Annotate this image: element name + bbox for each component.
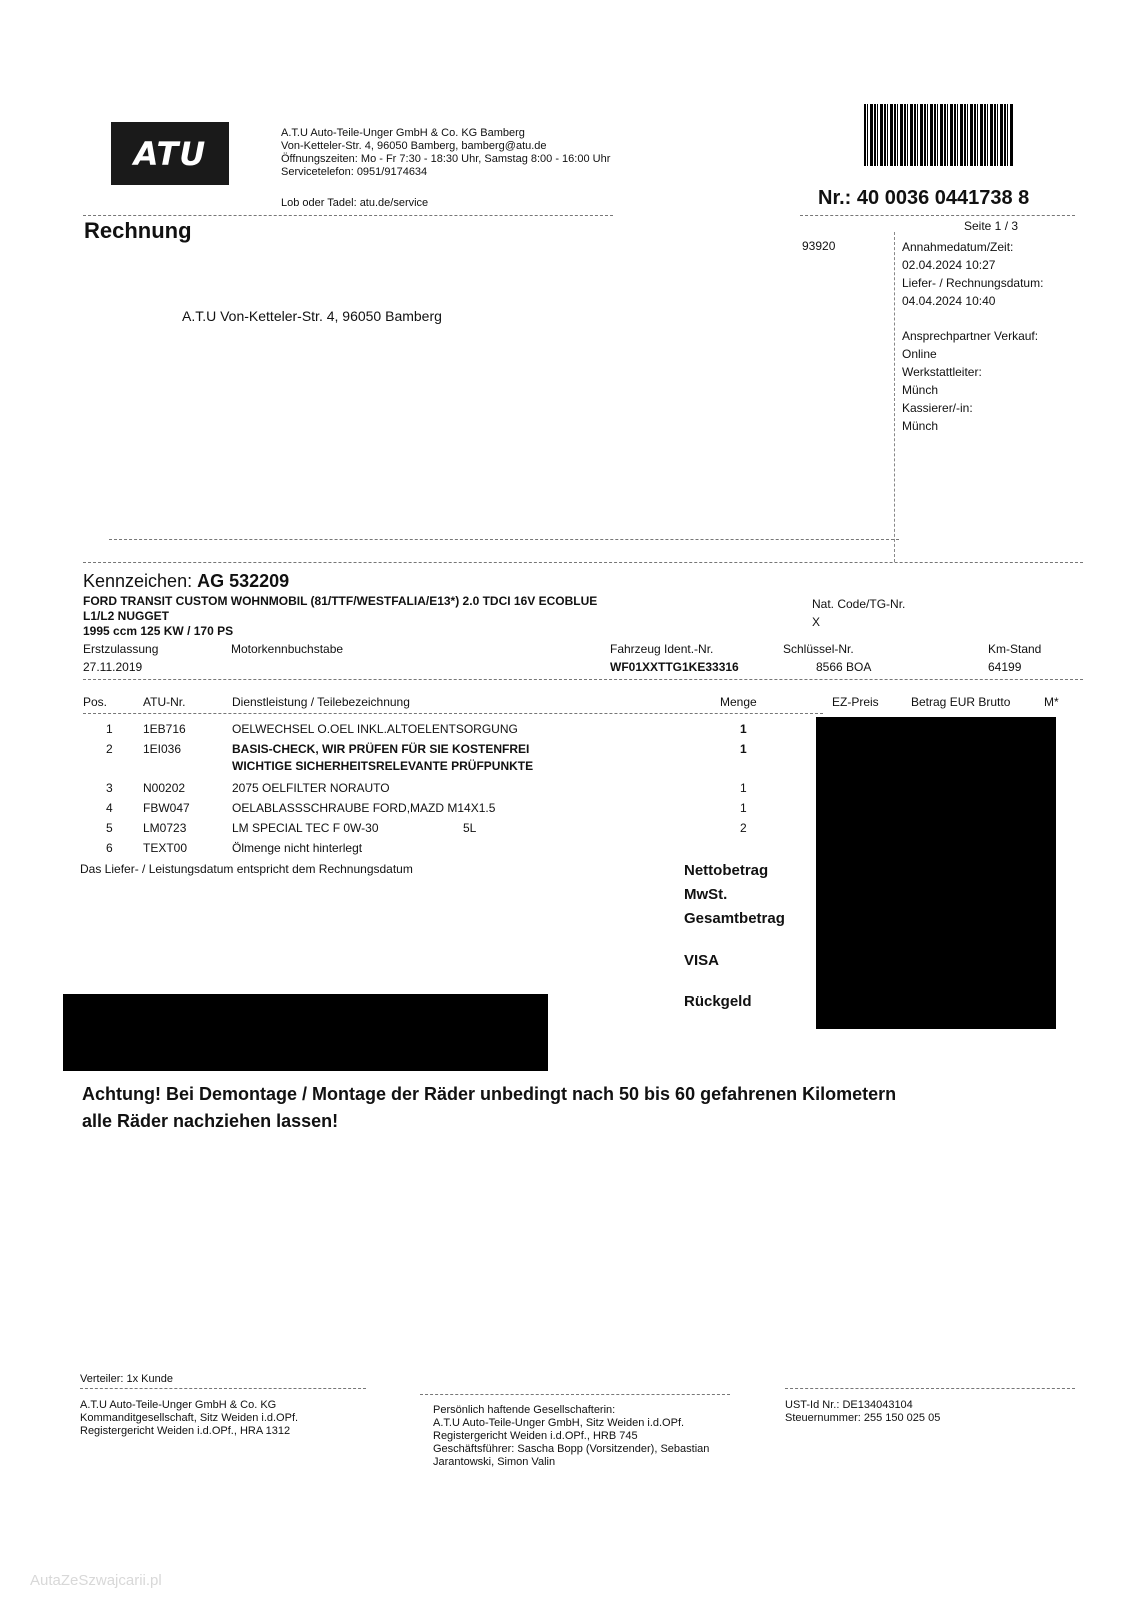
row-qty: 1 <box>740 742 747 756</box>
werkstatt-value: Münch <box>902 383 939 397</box>
row-desc: OELWECHSEL O.OEL INKL.ALTOELENTSORGUNG <box>232 722 518 736</box>
redaction-prices <box>816 717 1056 1029</box>
row-pos: 4 <box>106 801 113 815</box>
erstzulassung-label: Erstzulassung <box>83 642 159 656</box>
row-pos: 3 <box>106 781 113 795</box>
col-atu: ATU-Nr. <box>143 695 186 709</box>
kassierer-label: Kassierer/-in: <box>902 401 973 415</box>
row-qty: 1 <box>740 781 747 795</box>
company-name: A.T.U Auto-Teile-Unger GmbH & Co. KG Bamberg <box>281 127 525 139</box>
invoice-number: Nr.: 40 0036 0441738 8 <box>818 187 1030 209</box>
schluessel-label: Schlüssel-Nr. <box>783 642 854 656</box>
km-value: 64199 <box>988 660 1022 674</box>
row-desc: OELABLASSSCHRAUBE FORD,MAZD M14X1.5 <box>232 801 496 815</box>
col-m: M* <box>1044 695 1059 709</box>
company-address: Von-Ketteler-Str. 4, 96050 Bamberg, bamberg@atu.de <box>281 140 547 152</box>
km-label: Km-Stand <box>988 642 1042 656</box>
row-desc: LM SPECIAL TEC F 0W-30 <box>232 821 379 835</box>
verkauf-value: Online <box>902 347 937 361</box>
row-atu: LM0723 <box>143 821 187 835</box>
footer-col2-line: A.T.U Auto-Teile-Unger GmbH, Sitz Weiden i.d.OPf. <box>433 1417 685 1429</box>
delivery-note: Das Liefer- / Leistungsdatum entspricht dem Rechnungsdatum <box>80 862 413 876</box>
col-total: Betrag EUR Brutto <box>911 695 1011 709</box>
row-desc: 2075 OELFILTER NORAUTO <box>232 781 390 795</box>
footer-company <box>80 1399 298 1438</box>
footer-col1-line: Kommanditgesellschaft, Sitz Weiden i.d.OPf. <box>80 1412 299 1424</box>
visa-label: VISA <box>684 952 720 969</box>
netto-label: Nettobetrag <box>684 862 769 879</box>
row-desc: BASIS-CHECK, WIR PRÜFEN FÜR SIE KOSTENFREI <box>232 742 530 756</box>
row-qty: 2 <box>740 821 747 835</box>
distribution: Verteiler: 1x Kunde <box>80 1373 173 1385</box>
warning-line-2: alle Räder nachziehen lassen! <box>82 1111 339 1131</box>
row-pos: 2 <box>106 742 113 756</box>
invoice-meta <box>902 238 1043 310</box>
col-pos: Pos. <box>83 695 108 709</box>
row-pos: 6 <box>106 841 113 855</box>
footer-col1-line: A.T.U Auto-Teile-Unger GmbH & Co. KG <box>80 1399 277 1411</box>
col-desc: Dienstleistung / Teilebezeichnung <box>232 695 410 709</box>
row-atu: 1EI036 <box>143 742 182 756</box>
plate-row <box>83 571 289 592</box>
schluessel-value: 8566 BOA <box>816 660 872 674</box>
footer-col2-line: Registergericht Weiden i.d.OPf., HRB 745 <box>433 1430 638 1442</box>
footer-partner <box>433 1404 709 1469</box>
verkauf-label: Ansprechpartner Verkauf: <box>902 329 1039 343</box>
warning-line-1: Achtung! Bei Demontage / Montage der Räder unbedingt nach 50 bis 60 gefahrenen Kilometern <box>82 1084 897 1104</box>
opening-hours: Öffnungszeiten: Mo - Fr 7:30 - 18:30 Uhr, Samstag 8:00 - 16:00 Uhr <box>281 153 611 165</box>
service-phone: Servicetelefon: 0951/9174634 <box>281 166 428 178</box>
natcode-value: X <box>812 615 821 629</box>
annahme-label: Annahmedatum/Zeit: <box>902 240 1014 254</box>
wheel-warning <box>82 1081 896 1135</box>
natcode <box>812 595 905 631</box>
liefer-value: 04.04.2024 10:40 <box>902 294 996 308</box>
plate-value: AG 532209 <box>197 571 290 591</box>
page-indicator: Seite 1 / 3 <box>964 219 1019 233</box>
barcode <box>864 104 1013 166</box>
row-desc: Ölmenge nicht hinterlegt <box>232 841 363 855</box>
row-qty: 1 <box>740 801 747 815</box>
natcode-label: Nat. Code/TG-Nr. <box>812 597 906 611</box>
row-desc-2: WICHTIGE SICHERHEITSRELEVANTE PRÜFPUNKTE <box>232 759 534 773</box>
motor-label: Motorkennbuchstabe <box>231 642 344 656</box>
sender-address: A.T.U Von-Ketteler-Str. 4, 96050 Bamberg <box>182 308 442 324</box>
row-pos: 1 <box>106 722 113 736</box>
footer-col1-line: Registergericht Weiden i.d.OPf., HRA 1312 <box>80 1425 291 1437</box>
contact-meta <box>902 327 1038 435</box>
redaction-block <box>63 994 548 1071</box>
feedback-text: Lob oder Tadel: atu.de/service <box>281 197 429 209</box>
model-line-2: L1/L2 NUGGET <box>83 609 170 623</box>
company-info <box>281 127 610 179</box>
werkstatt-label: Werkstattleiter: <box>902 365 982 379</box>
page-title: Rechnung <box>84 218 192 243</box>
annahme-value: 02.04.2024 10:27 <box>902 258 996 272</box>
mwst-label: MwSt. <box>684 886 728 903</box>
customer-code: 93920 <box>802 239 836 253</box>
col-qty: Menge <box>720 695 757 709</box>
model-line-3: 1995 ccm 125 KW / 170 PS <box>83 624 234 638</box>
footer-tax <box>785 1399 940 1425</box>
row-qty: 1 <box>740 722 747 736</box>
rueckgeld-label: Rückgeld <box>684 993 752 1010</box>
row-unit: 5L <box>463 821 477 835</box>
footer-col2-line: Geschäftsführer: Sascha Bopp (Vorsitzender), Sebastian <box>433 1443 710 1455</box>
row-pos: 5 <box>106 821 113 835</box>
atu-logo <box>111 122 229 185</box>
row-atu: TEXT00 <box>143 841 188 855</box>
row-atu: FBW047 <box>143 801 190 815</box>
plate-label: Kennzeichen: <box>83 571 193 591</box>
footer-col3-line: Steuernummer: 255 150 025 05 <box>785 1412 941 1424</box>
model-line-1: FORD TRANSIT CUSTOM WOHNMOBIL (81/TTF/WESTFALIA/E13*) 2.0 TDCI 16V ECOBLUE <box>83 594 598 608</box>
row-atu: 1EB716 <box>143 722 186 736</box>
erstzulassung-value: 27.11.2019 <box>83 660 143 674</box>
row-atu: N00202 <box>143 781 186 795</box>
logo-text: ATU <box>133 134 207 173</box>
kassierer-value: Münch <box>902 419 939 433</box>
footer-col2-line: Persönlich haftende Gesellschafterin: <box>433 1404 616 1416</box>
fin-label: Fahrzeug Ident.-Nr. <box>610 642 714 656</box>
fin-value: WF01XXTTG1KE33316 <box>610 660 739 674</box>
footer-col2-line: Jarantowski, Simon Valin <box>433 1456 556 1468</box>
col-price: EZ-Preis <box>832 695 879 709</box>
watermark: AutaZeSzwajcarii.pl <box>30 1572 162 1589</box>
liefer-label: Liefer- / Rechnungsdatum: <box>902 276 1044 290</box>
vehicle-model <box>83 594 597 639</box>
table-header <box>0 695 1131 715</box>
footer-col3-line: UST-Id Nr.: DE134043104 <box>785 1399 913 1411</box>
gesamt-label: Gesamtbetrag <box>684 910 785 927</box>
